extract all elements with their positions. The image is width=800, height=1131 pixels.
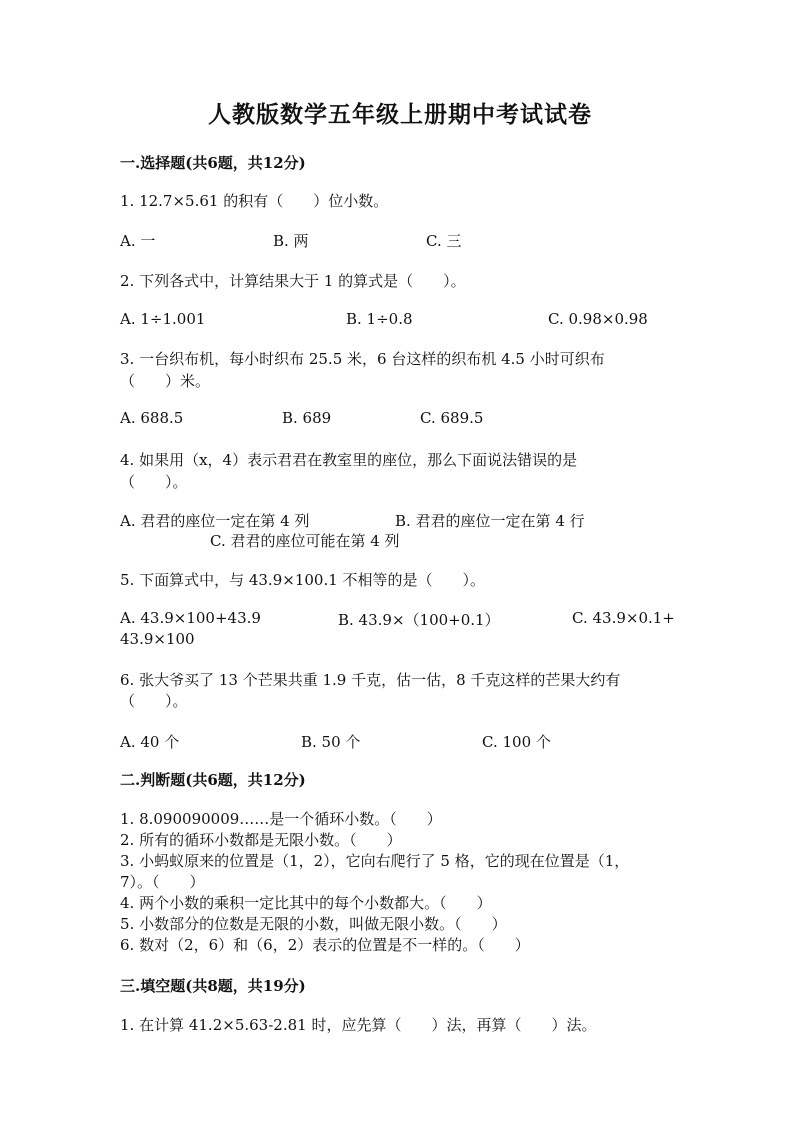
question-5-stem: 5. 下面算式中，与 43.9×100.1 不相等的是（ ）。 [120,571,486,589]
question-4-option-b: B. 君君的座位一定在第 4 行 [395,512,585,530]
judgement-item-6: 6. 数对（2，6）和（6，2）表示的位置是不一样的。（ ） [120,936,530,954]
section-heading-fill-blank: 三.填空题(共8题，共19分) [120,977,306,995]
question-6-stem-line-1: 6. 张大爷买了 13 个芒果共重 1.9 千克，估一估，8 千克这样的芒果大约有 [120,671,621,689]
question-5-option-a: A. 43.9×100+43.9 [120,609,261,627]
question-6-option-b: B. 50 个 [301,733,361,751]
question-5-option-b: B. 43.9×（100+0.1） [338,611,500,629]
question-1-option-b: B. 两 [273,232,309,250]
page-title: 人教版数学五年级上册期中考试试卷 [208,101,592,128]
question-5-option-c: C. 43.9×0.1+ [572,609,675,627]
question-4-option-a: A. 君君的座位一定在第 4 列 [120,512,310,530]
question-6-stem-line-2: （ ）。 [120,692,188,710]
question-4-stem-line-1: 4. 如果用（x，4）表示君君在教室里的座位，那么下面说法错误的是 [120,451,578,469]
question-4-stem-line-2: （ ）。 [120,473,188,491]
question-2-option-b: B. 1÷0.8 [346,310,413,328]
judgement-item-5: 5. 小数部分的位数是无限的小数，叫做无限小数。（ ） [120,915,507,933]
question-1-stem: 1. 12.7×5.61 的积有（ ）位小数。 [120,192,389,210]
question-3-option-a: A. 688.5 [120,409,184,427]
question-1-option-a: A. 一 [120,232,156,250]
judgement-item-4: 4. 两个小数的乘积一定比其中的每个小数都大。（ ） [120,894,492,912]
question-3-option-b: B. 689 [282,409,332,427]
question-6-option-a: A. 40 个 [120,733,180,751]
question-2-option-a: A. 1÷1.001 [120,310,206,328]
question-5-option-c-continued: 43.9×100 [120,630,195,648]
judgement-item-2: 2. 所有的循环小数都是无限小数。（ ） [120,831,402,849]
fill-blank-question-1: 1. 在计算 41.2×5.63-2.81 时，应先算（ ）法，再算（ ）法。 [120,1016,597,1034]
judgement-item-3-continued: 7）。（ ） [120,873,205,891]
question-3-stem-line-1: 3. 一台织布机，每小时织布 25.5 米，6 台这样的织布机 4.5 小时可织布 [120,350,605,368]
question-6-option-c: C. 100 个 [482,733,551,751]
question-1-option-c: C. 三 [426,232,462,250]
section-heading-judgement: 二.判断题(共6题，共12分) [120,771,306,789]
judgement-item-1: 1. 8.090090009……是一个循环小数。（ ） [120,810,442,828]
question-2-option-c: C. 0.98×0.98 [548,310,648,328]
judgement-item-3: 3. 小蚂蚁原来的位置是（1，2），它向右爬行了 5 格，它的现在位置是（1， [120,852,630,870]
question-2-stem: 2. 下列各式中，计算结果大于 1 的算式是（ ）。 [120,272,466,290]
section-heading-choice: 一.选择题(共6题，共12分) [120,154,306,172]
question-4-option-c: C. 君君的座位可能在第 4 列 [210,532,400,550]
question-3-stem-line-2: （ ）米。 [120,372,211,390]
question-3-option-c: C. 689.5 [420,409,484,427]
